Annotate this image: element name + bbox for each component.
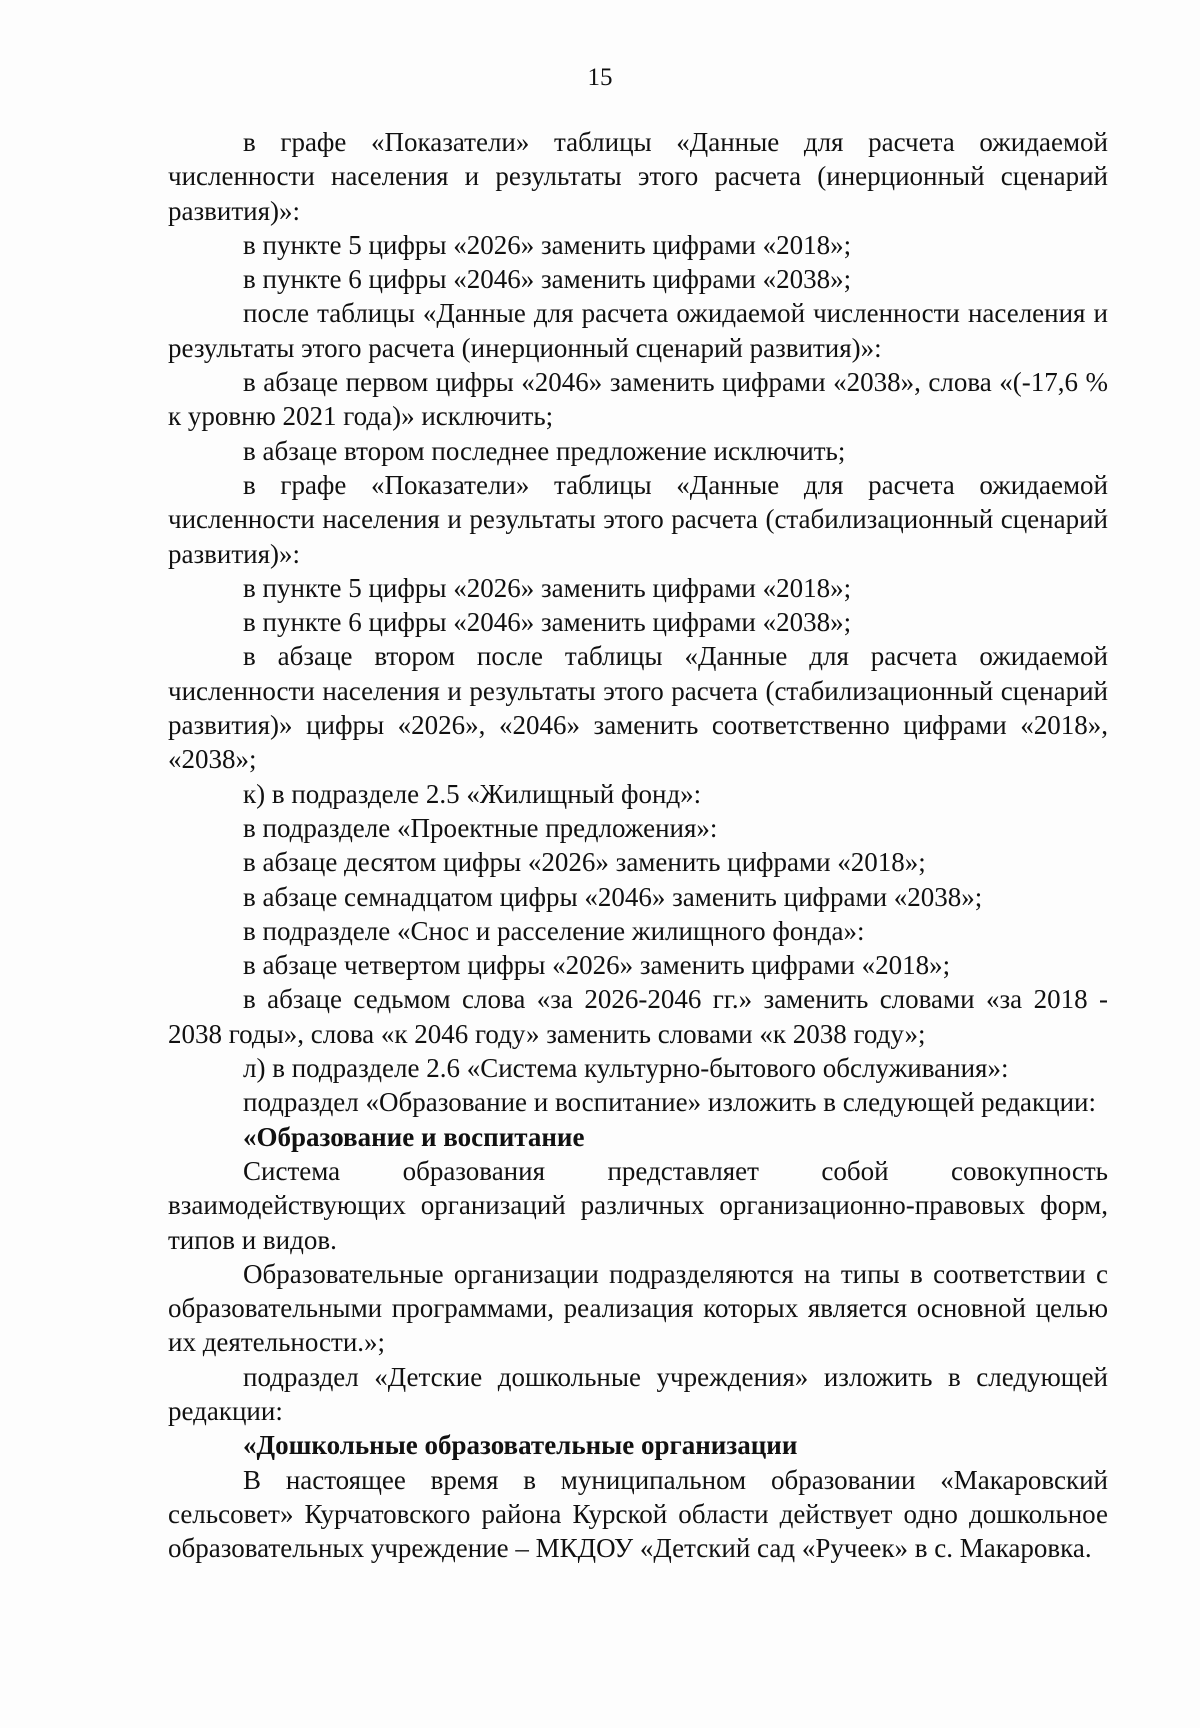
paragraph: л) в подразделе 2.6 «Система культурно-бытового обслуживания»: [243, 1053, 1009, 1084]
paragraph: в абзаце втором после таблицы «Данные для расчета ожидаемой численности населения и результаты этого расчета (стабилизационный сценарий развития)» цифры «2026», «2046» заменить соответственно цифрами «2018», «2038»; [168, 641, 1108, 775]
paragraph: в абзаце втором последнее предложение исключить; [243, 435, 846, 466]
paragraph: В настоящее время в муниципальном образовании «Макаровский сельсовет» Курчатовского района Курской области действует одно дошкольное образовательных учреждение – МКДОУ «Детский сад «Ручеек» в с. Макаровка. [168, 1464, 1108, 1564]
paragraph: в подразделе «Проектные предложения»: [243, 812, 718, 843]
paragraph: в абзаце семнадцатом цифры «2046» заменить цифрами «2038»; [243, 881, 983, 912]
paragraph: в пункте 5 цифры «2026» заменить цифрами «2018»; [243, 572, 852, 603]
paragraph: Образовательные организации подразделяются на типы в соответствии с образовательными программами, реализация которых является основной целью их деятельности.»; [168, 1258, 1108, 1358]
paragraph: подраздел «Образование и воспитание» изложить в следующей редакции: [243, 1087, 1096, 1118]
paragraph: после таблицы «Данные для расчета ожидаемой численности населения и результаты этого расчета (инерционный сценарий развития)»: [168, 298, 1108, 363]
paragraph: в подразделе «Снос и расселение жилищного фонда»: [243, 915, 865, 946]
paragraph: в абзаце первом цифры «2046» заменить цифрами «2038», слова «(-17,6 % к уровню 2021 года)» исключить; [168, 367, 1108, 432]
paragraph: в пункте 5 цифры «2026» заменить цифрами «2018»; [243, 229, 852, 260]
paragraph: в графе «Показатели» таблицы «Данные для расчета ожидаемой численности населения и результаты этого расчета (инерционный сценарий развития)»: [168, 127, 1108, 226]
paragraph: к) в подразделе 2.5 «Жилищный фонд»: [243, 778, 702, 809]
page-number: 15 [587, 64, 613, 91]
paragraph: в графе «Показатели» таблицы «Данные для расчета ожидаемой численности населения и результаты этого расчета (стабилизационный сценарий развития)»: [168, 469, 1108, 569]
paragraph: в пункте 6 цифры «2046» заменить цифрами «2038»; [243, 607, 852, 638]
paragraph: в абзаце десятом цифры «2026» заменить цифрами «2018»; [243, 847, 926, 878]
paragraph: Система образования представляет собой совокупность взаимодействующих организаций различных организационно-правовых форм, типов и видов. [168, 1155, 1108, 1255]
section-heading: «Дошкольные образовательные организации [243, 1430, 798, 1461]
section-heading: «Образование и воспитание [243, 1121, 585, 1152]
paragraph: подраздел «Детские дошкольные учреждения» изложить в следующей редакции: [168, 1361, 1108, 1426]
paragraph: в абзаце четвертом цифры «2026» заменить цифрами «2018»; [243, 950, 951, 981]
paragraph: в абзаце седьмом слова «за 2026-2046 гг.» заменить словами «за 2018 - 2038 годы», слова «к 2046 году» заменить словами «к 2038 году»; [168, 984, 1108, 1049]
paragraph: в пункте 6 цифры «2046» заменить цифрами «2038»; [243, 264, 852, 295]
document-body [168, 125, 1108, 1565]
